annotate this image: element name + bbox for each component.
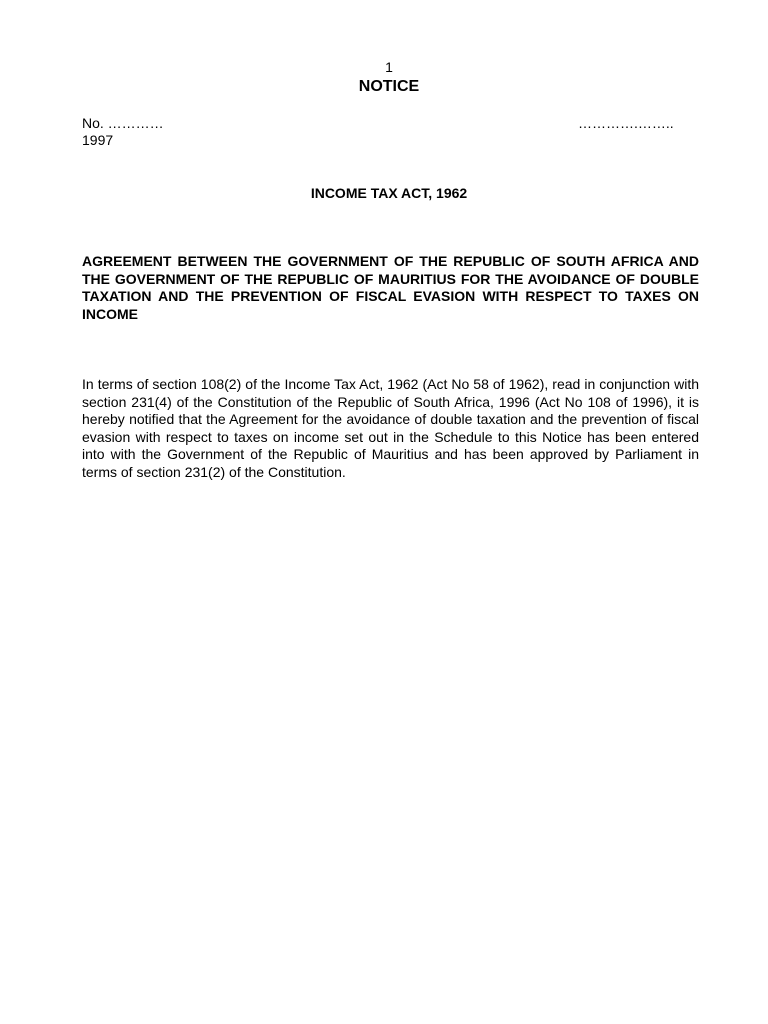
act-title: INCOME TAX ACT, 1962 (310, 185, 468, 201)
agreement-heading: AGREEMENT BETWEEN THE GOVERNMENT OF THE REPUBLIC OF SOUTH AFRICA AND THE GOVERNMENT OF THE REPUBLIC OF MAURITIUS FOR THE AVOIDANCE OF DOUBLE TAXATION AND THE PREVENTION OF FISCAL EVASION WITH RESPECT TO TAXES ON INCOME (82, 253, 699, 322)
date-placeholder: ………….…….. (578, 115, 674, 131)
notice-year: 1997 (82, 132, 114, 148)
notice-title: NOTICE (358, 78, 420, 95)
body-paragraph: In terms of section 108(2) of the Income Tax Act, 1962 (Act No 58 of 1962), read in conjunction with section 231(4) of the Constitution of the Republic of South Africa, 1996 (Act No 108 of 1996), it is hereby notified that the Agreement for the avoidance of double taxation and the prevention of fiscal evasion with respect to taxes on income set out in the Schedule to this Notice has been entered into with the Government of the Republic of Mauritius and has been approved by Parliament in terms of section 231(2) of the Constitution. (82, 376, 699, 480)
notice-number: No. ………… (82, 115, 164, 131)
page-number: 1 (385, 59, 393, 75)
